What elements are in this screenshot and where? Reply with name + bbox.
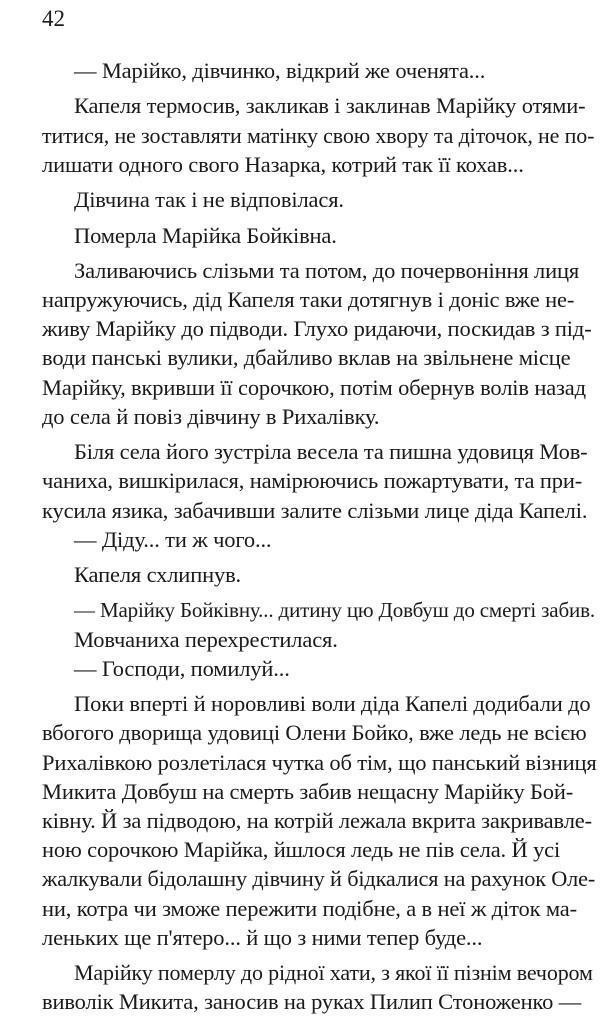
text-line: до села й повіз дівчину в Рихалівку. — [42, 403, 380, 429]
text-line: Мовчаниха перехрестилася. — [74, 626, 338, 652]
text-line: Поки вперті й норовливі воли діда Капелі додибали до — [74, 691, 591, 717]
text-line: Померла Марійка Бойківна. — [74, 222, 337, 248]
text-line: Рихалівкою розлетілася чутка об тім, що панський візниця — [42, 749, 597, 775]
page-number: 42 — [42, 6, 65, 31]
text-line: — Господи, помилуй... — [74, 655, 290, 681]
text-line: ною сорочкою Марійка, йшлося ледь не пів села. Й усі — [42, 837, 561, 863]
text-line: води панські вулики, дбайливо вклав на звільнене місце — [42, 345, 571, 371]
text-line: ківну. Й за підводою, на котрій лежала вкрита закривавле- — [42, 808, 592, 833]
text-line: Дівчина так і не відповілася. — [74, 187, 344, 213]
text-line: Заливаючись слізьми та потом, до почервоніння лиця — [74, 257, 580, 283]
text-line: — Діду... ти ж чого... — [74, 526, 272, 552]
body-text — [42, 56, 598, 1017]
text-line: жалкували бідолашну дівчину й бідкалися на рахунок Оле- — [42, 866, 596, 892]
text-line: титися, не зоставляти матінку свою хвору та діточок, не по- — [42, 122, 595, 148]
text-line: кусила язика, забачивши залите слізьми лице діда Капелі. — [42, 497, 588, 523]
text-line: — Марійко, дівчинко, відкрий же оченята... — [74, 58, 486, 83]
text-line: чаниха, вишкірилася, намірюючись пожартувати, та при- — [42, 468, 583, 494]
text-line: вбогого дворища удовиці Олени Бойко, вже ледь не всією — [42, 720, 587, 746]
text-line: Капеля термосив, закликав і заклинав Марійку отями- — [74, 93, 586, 119]
text-line: Біля села його зустріла весела та пишна удовиця Мов- — [74, 439, 588, 465]
text-line: виволік Микита, заносив на руках Пилип Стоноженко — — [42, 989, 582, 1015]
text-line: лишати одного свого Назарка, котрий так її кохав... — [42, 151, 524, 177]
text-line: — Марійку Бойківну... дитину цю Довбуш до смерті забив. — [74, 597, 595, 622]
text-line: Марійку померлу до рідної хати, з якої її пізнім вечором — [74, 960, 593, 986]
text-line: Микита Довбуш на смерть забив нещасну Марійку Бой- — [42, 778, 574, 804]
text-line: ни, котра чи зможе пережити подібне, а в неї ж діток ма- — [42, 895, 577, 921]
text-line: напружуючись, дід Капеля таки дотягнув і доніс вже не- — [42, 287, 575, 313]
text-line: леньких ще п'ятеро... й що з ними тепер буде... — [42, 924, 483, 950]
text-line: Марійку, вкривши її сорочкою, потім обернув волів назад — [42, 374, 586, 400]
text-line: Капеля схлипнув. — [74, 562, 242, 588]
text-line: живу Марійку до підводи. Глухо ридаючи, поскидав з під- — [42, 316, 592, 342]
